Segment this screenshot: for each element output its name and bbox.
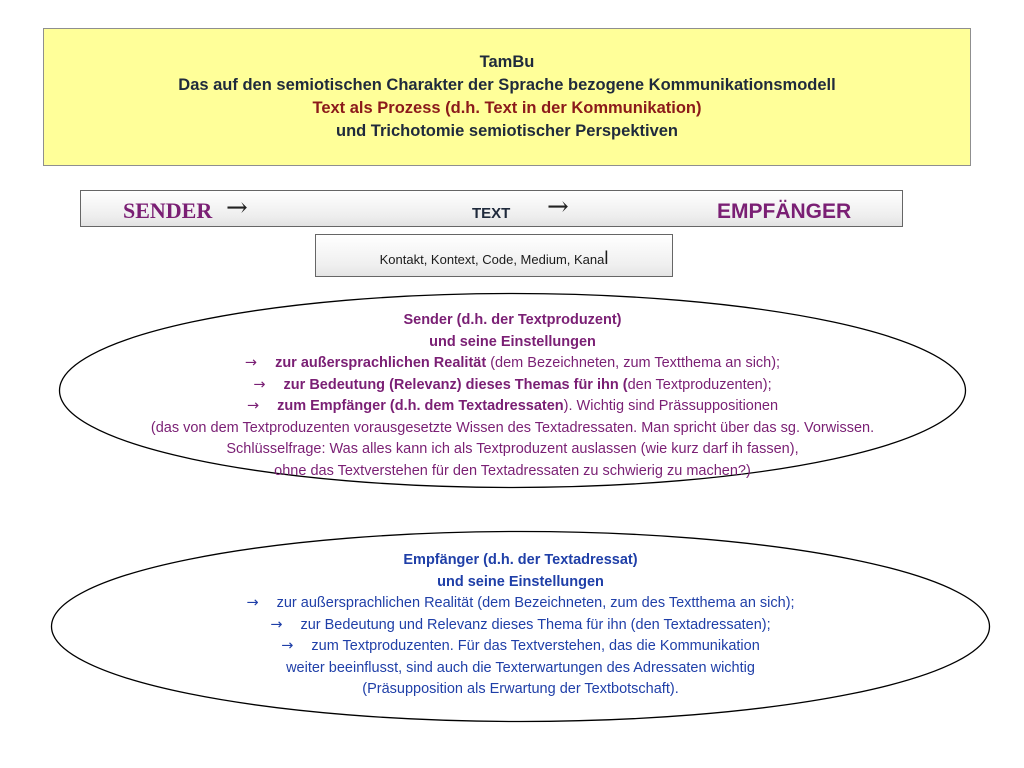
context-label-last-letter: l <box>604 248 609 268</box>
receiver-title: Empfänger (d.h. der Textadressat) <box>403 552 638 568</box>
sender-line-6: ohne das Textverstehen für den Textadressaten zu schwierig zu machen?) <box>274 462 751 479</box>
receiver-label: EMPFÄNGER <box>717 200 852 223</box>
sender-line-5: Schlüsselfrage: Was alles kann ich als Textproduzent auslassen (wie kurz darf ih fassen), <box>226 441 799 457</box>
arrow-right-icon: → <box>246 398 260 414</box>
title-line-2: Das auf den semiotischen Charakter der Sprache bezogene Kommunikationsmodell <box>178 76 836 94</box>
sender-ellipse-text <box>58 310 967 482</box>
receiver-ellipse-text <box>50 550 991 701</box>
title-box <box>43 28 971 166</box>
arrow-right-icon: → <box>246 595 259 611</box>
arrow-right-icon: → <box>253 376 266 393</box>
sender-ellipse <box>58 292 967 489</box>
text-label: TEXT <box>472 205 511 222</box>
arrow-right-icon: → <box>547 192 569 222</box>
arrow-right-icon: → <box>281 638 294 654</box>
title-line-4: und Trichotomie semiotischer Perspektiven <box>335 122 679 140</box>
receiver-item-2: → zur Bedeutung und Relevanz dieses Thema für ihn (den Textadressaten); <box>50 615 991 637</box>
communication-flow-box <box>80 190 903 227</box>
receiver-subtitle: und seine Einstellungen <box>437 573 604 590</box>
arrow-right-icon: → <box>244 355 258 371</box>
receiver-item-3: → zum Textproduzenten. Für das Textverstehen, das die Kommunikation <box>50 636 991 658</box>
context-box <box>315 234 673 277</box>
sender-title: Sender (d.h. der Textproduzent) <box>403 312 622 328</box>
receiver-ellipse <box>50 530 991 723</box>
sender-item-1: → zur außersprachlichen Realität (dem Bezeichneten, zum Textthema an sich); <box>58 353 967 375</box>
title-line-1: TamBu <box>479 53 535 71</box>
sender-subtitle: und seine Einstellungen <box>429 333 596 350</box>
sender-line-4: (das von dem Textproduzenten vorausgesetzte Wissen des Textadressaten. Man spricht über das sg. Vorwissen. <box>150 419 875 436</box>
receiver-item-1: → zur außersprachlichen Realität (dem Bezeichneten, zum des Textthema an sich); <box>50 593 991 615</box>
arrow-right-icon: → <box>226 193 248 223</box>
sender-label: SENDER <box>123 198 213 223</box>
arrow-right-icon: → <box>270 616 283 633</box>
sender-item-3: → zum Empfänger (d.h. dem Textadressaten). Wichtig sind Prässuppositionen <box>58 396 967 418</box>
title-line-3: Text als Prozess (d.h. Text in der Kommunikation) <box>312 99 702 117</box>
receiver-line-5: (Präsupposition als Erwartung der Textbotschaft). <box>362 681 679 697</box>
context-label: Kontakt, Kontext, Code, Medium, Kana <box>379 252 605 267</box>
receiver-line-4: weiter beeinflusst, sind auch die Texterwartungen des Adressaten wichtig <box>286 659 755 676</box>
sender-item-2: → zur Bedeutung (Relevanz) dieses Themas für ihn (den Textproduzenten); <box>58 375 967 397</box>
